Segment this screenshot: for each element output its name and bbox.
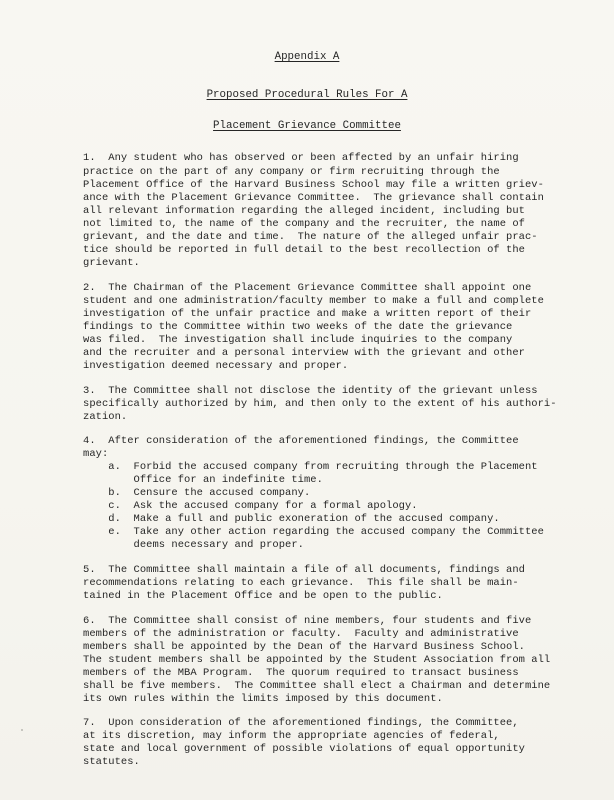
paragraph-line: members of the administration or faculty. Faculty and administrative	[83, 628, 519, 640]
document-subtitle-line-1: Proposed Procedural Rules For A	[206, 89, 408, 101]
paragraph-line: 5. The Committee shall maintain a file of all documents, findings and	[83, 564, 525, 576]
list-item-b: b. Censure the accused company.	[83, 487, 311, 499]
paragraph-line: investigation deemed necessary and proper.	[83, 360, 349, 372]
paragraph-line: ance with the Placement Grievance Committee. The grievance shall contain	[83, 192, 544, 204]
paragraph-line: 3. The Committee shall not disclose the identity of the grievant unless	[83, 385, 538, 397]
paragraph-line: its own rules within the limits imposed by this document.	[83, 693, 443, 705]
paragraph-line: members shall be appointed by the Dean of the Harvard Business School.	[83, 641, 525, 653]
paragraph-line: members of the MBA Program. The quorum required to transact business	[83, 667, 519, 679]
paragraph-line: student and one administration/faculty member to make a full and complete	[83, 295, 544, 307]
paragraph-line: investigation of the unfair practice and make a written report of their	[83, 308, 532, 320]
paragraph-line: The student members shall be appointed by the Student Association from all	[83, 654, 551, 666]
list-item-d: d. Make a full and public exoneration of the accused company.	[83, 513, 500, 525]
paragraph-line: Placement Office of the Harvard Business School may file a written griev-	[83, 179, 544, 191]
paragraph-line: was filed. The investigation shall include inquiries to the company	[83, 334, 513, 346]
paragraph-line: state and local government of possible violations of equal opportunity	[83, 743, 525, 755]
paragraph-line: grievant.	[83, 257, 140, 269]
paragraph-line: findings to the Committee within two weeks of the date the grievance	[83, 321, 513, 333]
paragraph-line: tained in the Placement Office and be open to the public.	[83, 590, 443, 602]
paragraph-line: 1. Any student who has observed or been affected by an unfair hiring	[83, 152, 519, 164]
paragraph-line: and the recruiter and a personal interview with the grievant and other	[83, 347, 525, 359]
paragraph-line: not limited to, the name of the company and the recruiter, the name of	[83, 218, 525, 230]
paragraph-line: 6. The Committee shall consist of nine members, four students and five	[83, 615, 532, 627]
list-item-e: e. Take any other action regarding the accused company the Committee	[83, 526, 544, 538]
paragraph-line: practice on the part of any company or firm recruiting through the	[83, 166, 500, 178]
paragraph-line: statutes.	[83, 756, 140, 768]
document-title: Appendix A	[274, 51, 340, 63]
paragraph-line: grievant, and the date and time. The nature of the alleged unfair prac-	[83, 231, 538, 243]
paragraph-line: at its discretion, may inform the appropriate agencies of federal,	[83, 730, 500, 742]
paragraph-line: 2. The Chairman of the Placement Grievance Committee shall appoint one	[83, 282, 532, 294]
paragraph-line: shall be five members. The Committee shall elect a Chairman and determine	[83, 680, 551, 692]
paragraph-line: 7. Upon consideration of the aforementioned findings, the Committee,	[83, 717, 519, 729]
document-subtitle-line-2: Placement Grievance Committee	[213, 120, 401, 132]
list-item-a-continued: Office for an indefinite time.	[83, 474, 323, 486]
list-item-e-continued: deems necessary and proper.	[83, 539, 304, 551]
paragraph-line: all relevant information regarding the alleged incident, including but	[83, 205, 525, 217]
paragraph-line: 4. After consideration of the aforementioned findings, the Committee	[83, 435, 519, 447]
list-item-a: a. Forbid the accused company from recruiting through the Placement	[83, 461, 538, 473]
paragraph-line: tice should be reported in full detail to the best recollection of the	[83, 244, 525, 256]
paper-speck	[21, 729, 23, 731]
list-item-c: c. Ask the accused company for a formal apology.	[83, 500, 418, 512]
paragraph-line: specifically authorized by him, and then only to the extent of his authori-	[83, 398, 557, 410]
paragraph-line: may:	[83, 448, 109, 460]
paragraph-line: zation.	[83, 411, 128, 423]
paragraph-line: recommendations relating to each grievance. This file shall be main-	[83, 577, 519, 589]
